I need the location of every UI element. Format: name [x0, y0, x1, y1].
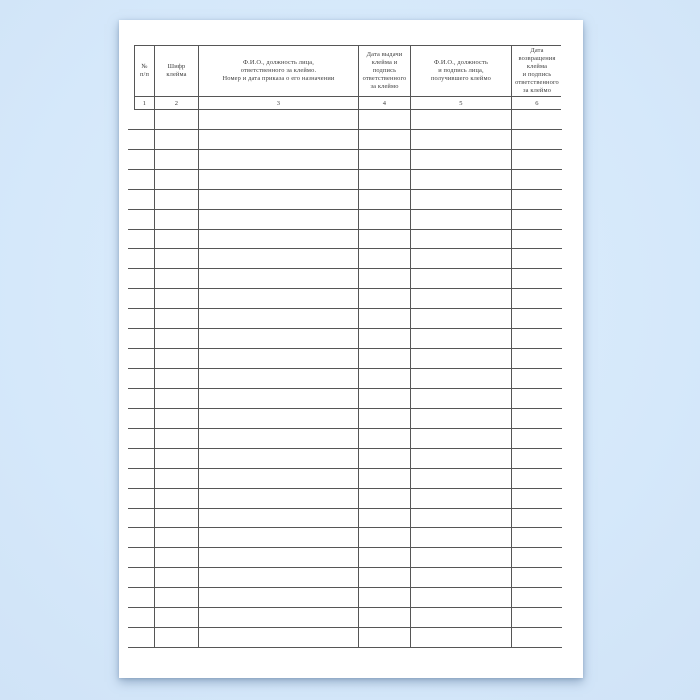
table-cell	[358, 489, 410, 508]
table-cell	[410, 230, 511, 249]
table-cell	[410, 548, 511, 567]
table-cell	[128, 429, 154, 448]
table-cell	[511, 409, 562, 428]
table-cell	[358, 429, 410, 448]
table-cell	[128, 249, 154, 268]
table-cell	[358, 150, 410, 169]
header-line: за клеймо	[370, 82, 399, 90]
table-cell	[154, 289, 198, 308]
table-cell	[410, 150, 511, 169]
table-cell	[358, 628, 410, 647]
table-cell	[198, 588, 358, 607]
table-cell	[154, 110, 198, 129]
table-cell	[128, 469, 154, 488]
column-number-5: 5	[410, 97, 511, 109]
table-cell	[358, 469, 410, 488]
table-cell	[128, 150, 154, 169]
table-cell	[154, 509, 198, 528]
table-cell	[511, 309, 562, 328]
table-cell	[128, 409, 154, 428]
table-row	[128, 329, 562, 349]
table-cell	[511, 509, 562, 528]
table-cell	[198, 528, 358, 547]
header-line: подпись	[372, 67, 397, 75]
table-cell	[154, 150, 198, 169]
table-cell	[198, 190, 358, 209]
table-cell	[358, 329, 410, 348]
header-cell-col6	[511, 46, 562, 96]
table-row	[128, 269, 562, 289]
table-row	[128, 509, 562, 529]
table-cell	[410, 369, 511, 388]
table-cell	[358, 230, 410, 249]
table-cell	[154, 588, 198, 607]
header-cell-col5	[410, 46, 511, 96]
table-row	[128, 469, 562, 489]
table-cell	[410, 190, 511, 209]
table-cell	[128, 369, 154, 388]
table-cell	[358, 568, 410, 587]
table-cell	[410, 210, 511, 229]
table-row	[128, 230, 562, 250]
table-cell	[511, 429, 562, 448]
table-cell	[410, 110, 511, 129]
table-cell	[358, 269, 410, 288]
header-line: ответственного	[515, 78, 559, 86]
table-cell	[410, 130, 511, 149]
table-cell	[410, 489, 511, 508]
table-row	[128, 369, 562, 389]
document-page	[119, 20, 583, 678]
table-cell	[128, 449, 154, 468]
table-cell	[410, 389, 511, 408]
table-cell	[358, 289, 410, 308]
table-cell	[511, 469, 562, 488]
table-cell	[154, 409, 198, 428]
table-cell	[511, 489, 562, 508]
table-cell	[198, 369, 358, 388]
table-cell	[358, 548, 410, 567]
table-row	[128, 588, 562, 608]
table-cell	[511, 329, 562, 348]
table-cell	[410, 329, 511, 348]
table-row	[128, 389, 562, 409]
table-cell	[410, 170, 511, 189]
table-cell	[128, 608, 154, 627]
table-cell	[198, 210, 358, 229]
table-cell	[128, 568, 154, 587]
header-cell-col4	[358, 46, 410, 96]
table-cell	[410, 469, 511, 488]
table-cell	[154, 389, 198, 408]
table-cell	[154, 130, 198, 149]
table-row	[128, 110, 562, 130]
table-cell	[198, 429, 358, 448]
table-cell	[511, 548, 562, 567]
table-cell	[198, 309, 358, 328]
table-cell	[198, 150, 358, 169]
table-row	[128, 349, 562, 369]
table-row	[128, 309, 562, 329]
table-cell	[154, 449, 198, 468]
column-number-3: 3	[198, 97, 358, 109]
table-cell	[358, 349, 410, 368]
table-cell	[198, 230, 358, 249]
table-cell	[154, 170, 198, 189]
table-cell	[511, 210, 562, 229]
header-line: Дата выдачи	[366, 51, 403, 59]
table-cell	[154, 329, 198, 348]
table-cell	[358, 409, 410, 428]
table-cell	[198, 469, 358, 488]
table-cell	[358, 449, 410, 468]
table-cell	[410, 628, 511, 647]
table-cell	[511, 170, 562, 189]
table-row	[128, 289, 562, 309]
table-cell	[511, 289, 562, 308]
column-number-4: 4	[358, 97, 410, 109]
table-cell	[128, 130, 154, 149]
table-cell	[198, 110, 358, 129]
table-cell	[410, 449, 511, 468]
table-cell	[410, 269, 511, 288]
table-cell	[154, 249, 198, 268]
header-line: Ф.И.О., должность лица,	[242, 59, 315, 67]
table-row	[128, 210, 562, 230]
table-cell	[511, 249, 562, 268]
table-cell	[154, 309, 198, 328]
header-line: за клеймо	[522, 86, 552, 94]
table-cell	[358, 249, 410, 268]
table-cell	[358, 210, 410, 229]
table-cell	[128, 548, 154, 567]
table-cell	[198, 489, 358, 508]
table-row	[128, 628, 562, 648]
table-cell	[511, 449, 562, 468]
table-cell	[154, 568, 198, 587]
table-cell	[198, 329, 358, 348]
table-cell	[128, 528, 154, 547]
table-cell	[511, 150, 562, 169]
table-cell	[154, 469, 198, 488]
table-cell	[128, 210, 154, 229]
table-row	[128, 130, 562, 150]
header-line: клейма и	[371, 59, 398, 67]
table-row	[128, 548, 562, 568]
table-cell	[511, 269, 562, 288]
table-cell	[154, 628, 198, 647]
header-line: клейма	[526, 63, 548, 71]
table-cell	[358, 588, 410, 607]
column-number-2: 2	[154, 97, 198, 109]
table-cell	[154, 269, 198, 288]
header-line: Шифр	[167, 63, 186, 71]
table-cell	[410, 409, 511, 428]
table-cell	[128, 170, 154, 189]
header-line: и подпись лица,	[438, 67, 484, 75]
table-row	[128, 190, 562, 210]
table-row	[128, 528, 562, 548]
header-line: ответственного	[362, 74, 407, 82]
table-cell	[128, 349, 154, 368]
table-cell	[511, 230, 562, 249]
header-line: №	[141, 63, 148, 71]
table-row	[128, 249, 562, 269]
table-cell	[128, 489, 154, 508]
table-cell	[358, 389, 410, 408]
table-cell	[358, 528, 410, 547]
table-cell	[198, 130, 358, 149]
table-cell	[154, 429, 198, 448]
table-cell	[358, 309, 410, 328]
column-number-1: 1	[142, 99, 147, 107]
table-cell	[128, 269, 154, 288]
table-cell	[511, 588, 562, 607]
table-cell	[511, 528, 562, 547]
table-cell	[154, 349, 198, 368]
table-row	[128, 568, 562, 588]
table-cell	[128, 588, 154, 607]
table-cell	[358, 110, 410, 129]
table-cell	[410, 349, 511, 368]
table-cell	[128, 289, 154, 308]
header-line: возвращения	[518, 55, 556, 63]
table-cell	[198, 548, 358, 567]
table-cell	[358, 170, 410, 189]
header-line: клейма	[166, 71, 187, 78]
table-cell	[410, 309, 511, 328]
table-cell	[128, 329, 154, 348]
table-cell	[154, 369, 198, 388]
table-cell	[198, 249, 358, 268]
table-cell	[198, 628, 358, 647]
table-cell	[511, 389, 562, 408]
table-cell	[511, 369, 562, 388]
table-cell	[154, 190, 198, 209]
table-cell	[154, 210, 198, 229]
table-cell	[154, 489, 198, 508]
header-cell-col2	[154, 46, 198, 96]
table-cell	[511, 349, 562, 368]
column-numbers-row	[134, 97, 561, 110]
table-cell	[511, 190, 562, 209]
table-cell	[198, 608, 358, 627]
table-cell	[198, 409, 358, 428]
table-cell	[410, 509, 511, 528]
table-cell	[358, 608, 410, 627]
table-cell	[128, 190, 154, 209]
table-cell	[358, 190, 410, 209]
table-cell	[410, 528, 511, 547]
table-cell	[198, 389, 358, 408]
table-cell	[128, 110, 154, 129]
table-cell	[128, 309, 154, 328]
table-cell	[511, 130, 562, 149]
header-line: получившего клеймо	[430, 74, 492, 82]
journal-table	[134, 45, 561, 648]
table-row	[128, 449, 562, 469]
table-cell	[358, 369, 410, 388]
table-body	[134, 110, 561, 648]
header-line: Дата	[530, 47, 544, 55]
table-cell	[511, 568, 562, 587]
table-cell	[358, 130, 410, 149]
table-row	[128, 489, 562, 509]
table-row	[128, 170, 562, 190]
header-line: Номер и дата приказа о его назначении	[222, 74, 335, 82]
table-cell	[154, 608, 198, 627]
table-cell	[198, 349, 358, 368]
column-number-6: 6	[511, 97, 562, 109]
table-cell	[198, 289, 358, 308]
table-cell	[358, 509, 410, 528]
header-line: п/п	[139, 71, 150, 78]
table-header-row	[134, 45, 561, 97]
header-line: и подпись	[522, 71, 552, 78]
table-cell	[128, 509, 154, 528]
table-cell	[511, 110, 562, 129]
table-row	[128, 409, 562, 429]
table-cell	[410, 588, 511, 607]
table-cell	[198, 509, 358, 528]
table-cell	[511, 608, 562, 627]
table-cell	[410, 249, 511, 268]
header-cell-col1	[135, 46, 154, 96]
table-cell	[410, 289, 511, 308]
table-cell	[511, 628, 562, 647]
header-line: ответственного за клеймо.	[240, 67, 317, 75]
table-cell	[198, 269, 358, 288]
table-row	[128, 429, 562, 449]
table-cell	[198, 449, 358, 468]
table-row	[128, 150, 562, 170]
header-line: Ф.И.О., должность	[433, 59, 489, 67]
table-cell	[410, 568, 511, 587]
table-cell	[128, 628, 154, 647]
table-cell	[128, 230, 154, 249]
table-row	[128, 608, 562, 628]
table-cell	[154, 548, 198, 567]
table-cell	[154, 230, 198, 249]
table-cell	[154, 528, 198, 547]
table-cell	[198, 170, 358, 189]
table-cell	[198, 568, 358, 587]
table-cell	[410, 608, 511, 627]
table-cell	[128, 389, 154, 408]
header-cell-col3	[198, 46, 358, 96]
table-cell	[410, 429, 511, 448]
